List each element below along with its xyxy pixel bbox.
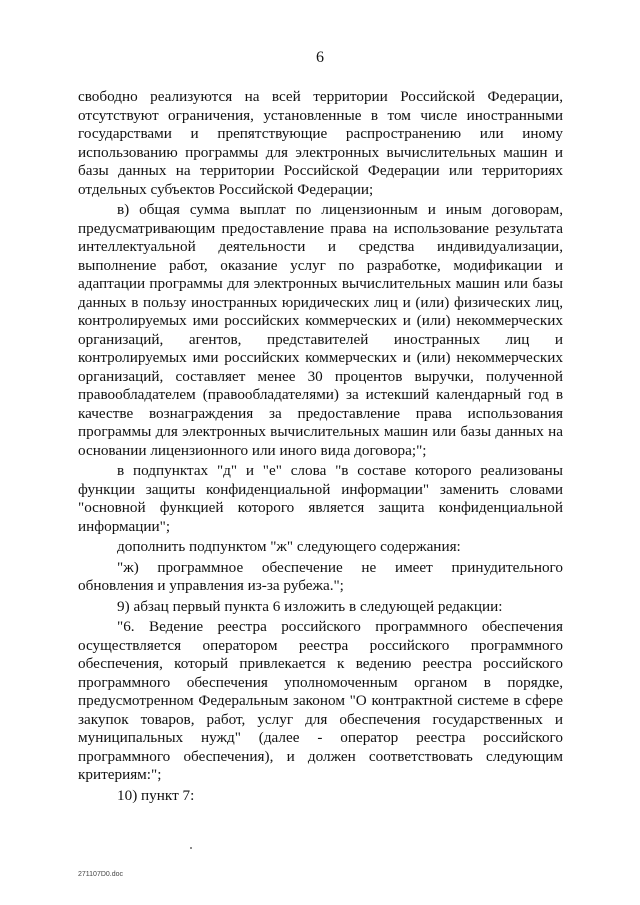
paragraph-add-subitem: дополнить подпунктом "ж" следующего содержания:: [117, 538, 461, 555]
paragraph-subitems-d-e: в подпунктах "д" и "е" слова "в составе которого реализованы функции защиты конфиденциальной информации" заменить словами "основной функцией которого является защита конфиденциальной информации";: [78, 462, 563, 535]
paragraph-item-9: 9) абзац первый пункта 6 изложить в следующей редакции:: [117, 597, 503, 615]
paragraph-subitem-zh: "ж) программное обеспечение не имеет принудительного обновления и управления из-за рубежа.";: [78, 558, 563, 594]
footer-file-code: 271107D0.doc: [78, 871, 124, 878]
paragraph-item-10: 10) пункт 7:: [117, 786, 195, 804]
paragraph-clause-6: "6. Ведение реестра российского программного обеспечения осуществляется оператором реестра российского программного обеспечения, который привлекается к ведению реестра российского программного обеспечения уполномоченным органом в порядке, предусмотренном Федеральным законом "О контрактной системе в сфере закупок товаров, работ, услуг для обеспечения государственных и муниципальных нужд" (далее - оператор реестра российского программного обеспечения), и должен соответствовать следующим критериям:";: [78, 618, 563, 783]
paragraph-item-v: в) общая сумма выплат по лицензионным и иным договорам, предусматривающим предоставление права на использование результата интеллектуальной деятельности и средства индивидуализации, выполнение работ, оказание услуг по разработке, модификации и адаптации программы для электронных вычислительных машин или базы данных в пользу иностранных юридических лиц и (или) физических лиц, контролируемых ими российских коммерческих и (или) некоммерческих организаций, агентов, представителей иностранных лиц и контролируемых ими российских коммерческих и (или) некоммерческих организаций, составляет менее 30 процентов выручки, полученной правообладателем (правообладателями) за истекший календарный год в качестве вознаграждения за предоставление права использования программы для электронных вычислительных машин или базы данных на основании лицензионного или иного вида договора;";: [78, 201, 563, 459]
paragraph-continuation: свободно реализуются на всей территории Российской Федерации, отсутствуют ограничения, установленные в том числе иностранными государствами и препятствующие распространению или иному использованию программы для электронных вычислительных машин и базы данных на территории Российской Федерации или территориях отдельных субъектов Российской Федерации;: [78, 88, 563, 198]
document-body: [78, 88, 563, 805]
scan-speck: [190, 847, 192, 849]
page-number: 6: [316, 49, 324, 66]
